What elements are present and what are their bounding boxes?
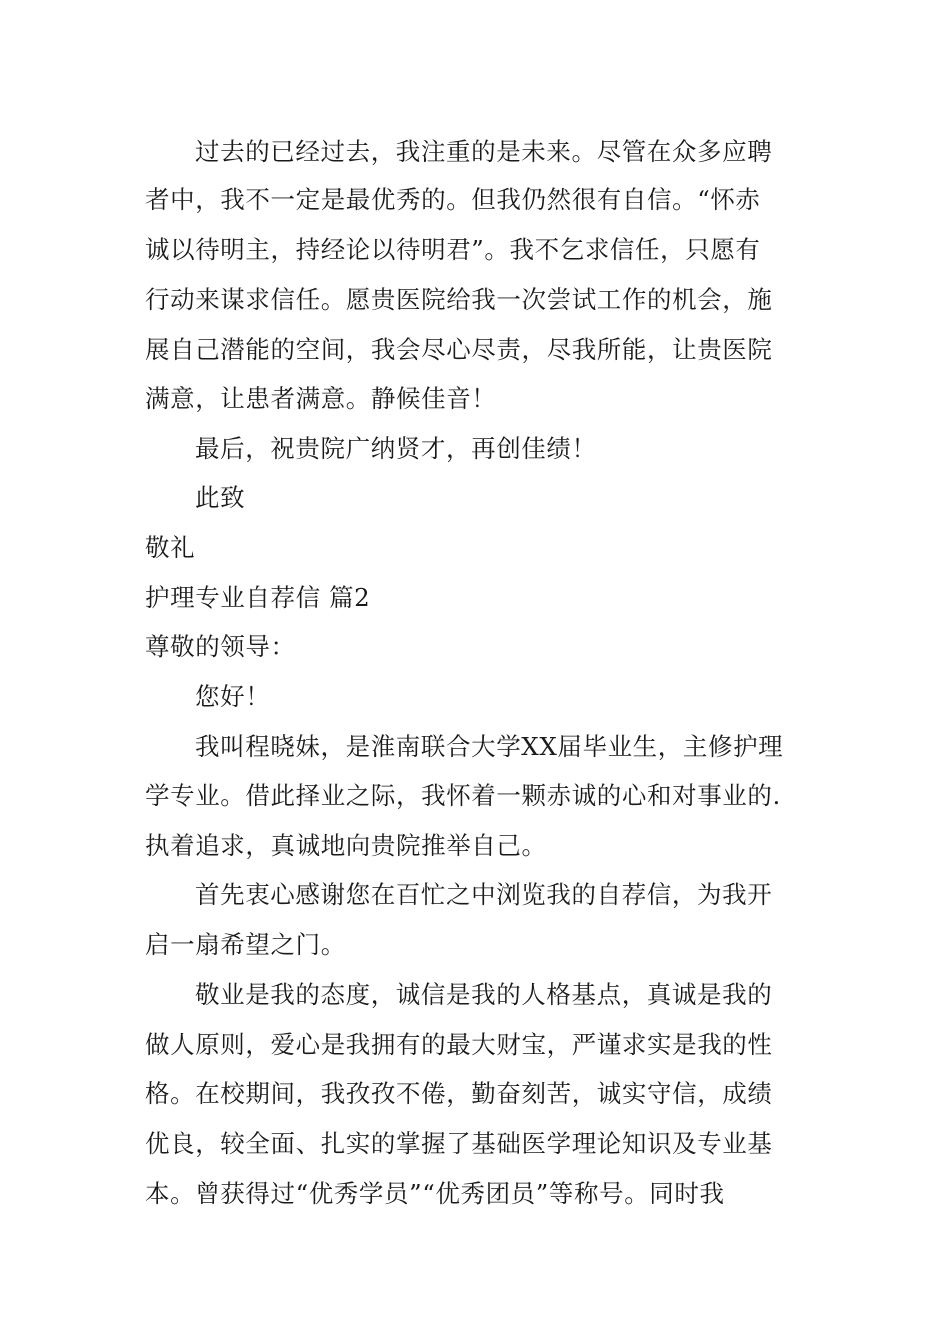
section-title: 护理专业自荐信 篇2 xyxy=(145,583,371,612)
paragraph-line: 优良，较全面、扎实的掌握了基础医学理论知识及专业基 xyxy=(145,1129,773,1158)
paragraph-line: 满意，让患者满意。静候佳音！ xyxy=(145,384,497,413)
closing-wish: 最后，祝贵院广纳贤才，再创佳绩！ xyxy=(195,434,597,463)
paragraph-line: 诚以待明主，持经论以待明君”。我不乞求信任，只愿有 xyxy=(145,235,761,264)
paragraph-line: 行动来谋求信任。愿贵医院给我一次尝试工作的机会，施 xyxy=(145,285,773,314)
closing-salutation: 此致 xyxy=(195,483,246,512)
paragraph-line: 执着追求，真诚地向贵院推举自己。 xyxy=(145,831,547,860)
closing-regards: 敬礼 xyxy=(145,533,196,562)
paragraph-line: 格。在校期间，我孜孜不倦，勤奋刻苦，诚实守信，成绩 xyxy=(145,1079,773,1108)
paragraph-line: 展自己潜能的空间，我会尽心尽责，尽我所能，让贵医院 xyxy=(145,335,773,364)
paragraph-line: 做人原则，爱心是我拥有的最大财宝，严谨求实是我的性 xyxy=(145,1030,773,1059)
paragraph-line: 启一扇希望之门。 xyxy=(145,930,346,959)
paragraph-line: 过去的已经过去，我注重的是未来。尽管在众多应聘 xyxy=(195,137,773,166)
paragraph-line: 敬业是我的态度，诚信是我的人格基点，真诚是我的 xyxy=(195,980,773,1009)
paragraph-line: 者中，我不一定是最优秀的。但我仍然很有自信。“怀赤 xyxy=(145,185,761,214)
greeting-hello: 您好！ xyxy=(195,682,271,711)
paragraph-line: 我叫程晓妹，是淮南联合大学XX届毕业生，主修护理 xyxy=(195,732,784,761)
paragraph-line: 本。曾获得过“优秀学员”“优秀团员”等称号。同时我 xyxy=(145,1179,725,1208)
paragraph-line: 首先衷心感谢您在百忙之中浏览我的自荐信，为我开 xyxy=(195,880,773,909)
greeting: 尊敬的领导： xyxy=(145,632,296,661)
paragraph-line: 学专业。借此择业之际，我怀着一颗赤诚的心和对事业的. xyxy=(145,781,781,810)
